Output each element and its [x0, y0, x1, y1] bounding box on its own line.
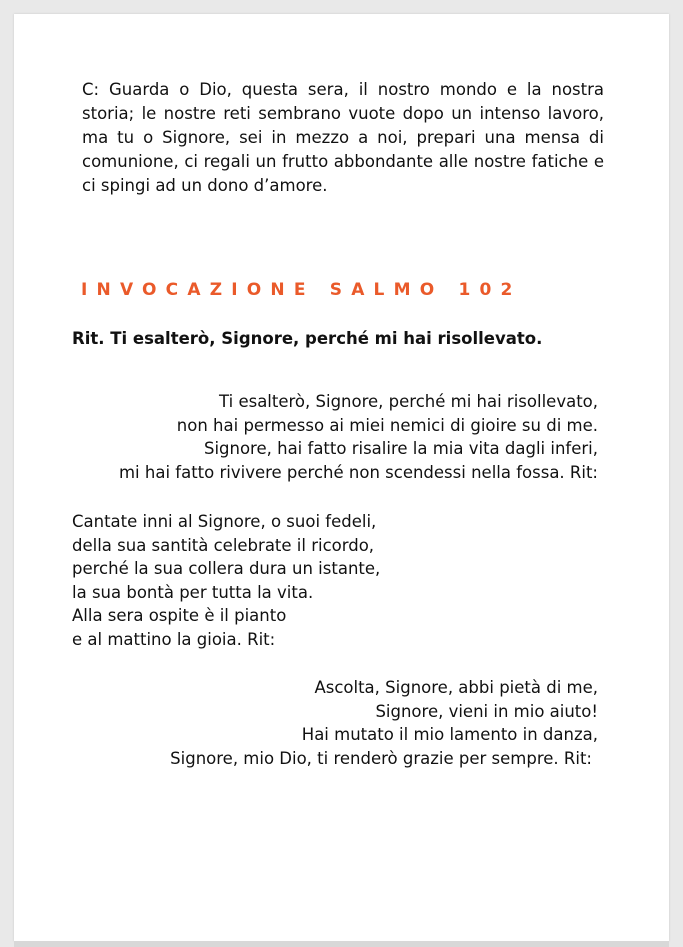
stanza-3 — [170, 676, 598, 770]
stanza-line: Ascolta, Signore, abbi pietà di me, — [314, 678, 598, 697]
stanza-line: Signore, hai fatto risalire la mia vita dagli inferi, — [203, 439, 598, 458]
stanza-line: della sua santità celebrate il ricordo, — [72, 535, 375, 555]
document-page — [14, 14, 669, 941]
intro-paragraph: C: Guarda o Dio, questa sera, il nostro mondo e la nostra storia; le nostre reti sembrano vuote dopo un intenso lavoro, ma tu o Signore, sei in mezzo a noi, prepari una mensa di comunione, ci regali un frutto abbondante alle nostre fatiche e ci spingi ad un dono d’amore. — [82, 80, 604, 195]
stanza-line: mi hai fatto rivivere perché non scendessi nella fossa. Rit: — [118, 462, 598, 482]
page-bottom-edge — [14, 941, 669, 947]
stanza-line: Alla sera ospite è il pianto — [72, 606, 287, 625]
stanza-line: Hai mutato il mio lamento in danza, — [301, 725, 598, 744]
stanza-2 — [72, 510, 380, 651]
stanza-line: Signore, mio Dio, ti renderò grazie per sempre. Rit: — [170, 748, 592, 768]
stanza-line: Signore, vieni in mio aiuto! — [375, 701, 598, 721]
section-title: INVOCAZIONE SALMO 102 — [81, 280, 522, 300]
stanza-line: e al mattino la gioia. Rit: — [72, 629, 276, 649]
refrain: Rit. Ti esalterò, Signore, perché mi hai risollevato. — [72, 329, 543, 348]
stanza-line: Cantate inni al Signore, o suoi fedeli, — [72, 512, 377, 531]
stanza-line: la sua bontà per tutta la vita. — [72, 582, 314, 602]
stanza-line: perché la sua collera dura un istante, — [72, 559, 381, 578]
stanza-line: Ti esalterò, Signore, perché mi hai risollevato, — [219, 392, 598, 411]
stanza-1 — [119, 390, 598, 484]
stanza-line: non hai permesso ai miei nemici di gioire su di me. — [176, 415, 598, 435]
